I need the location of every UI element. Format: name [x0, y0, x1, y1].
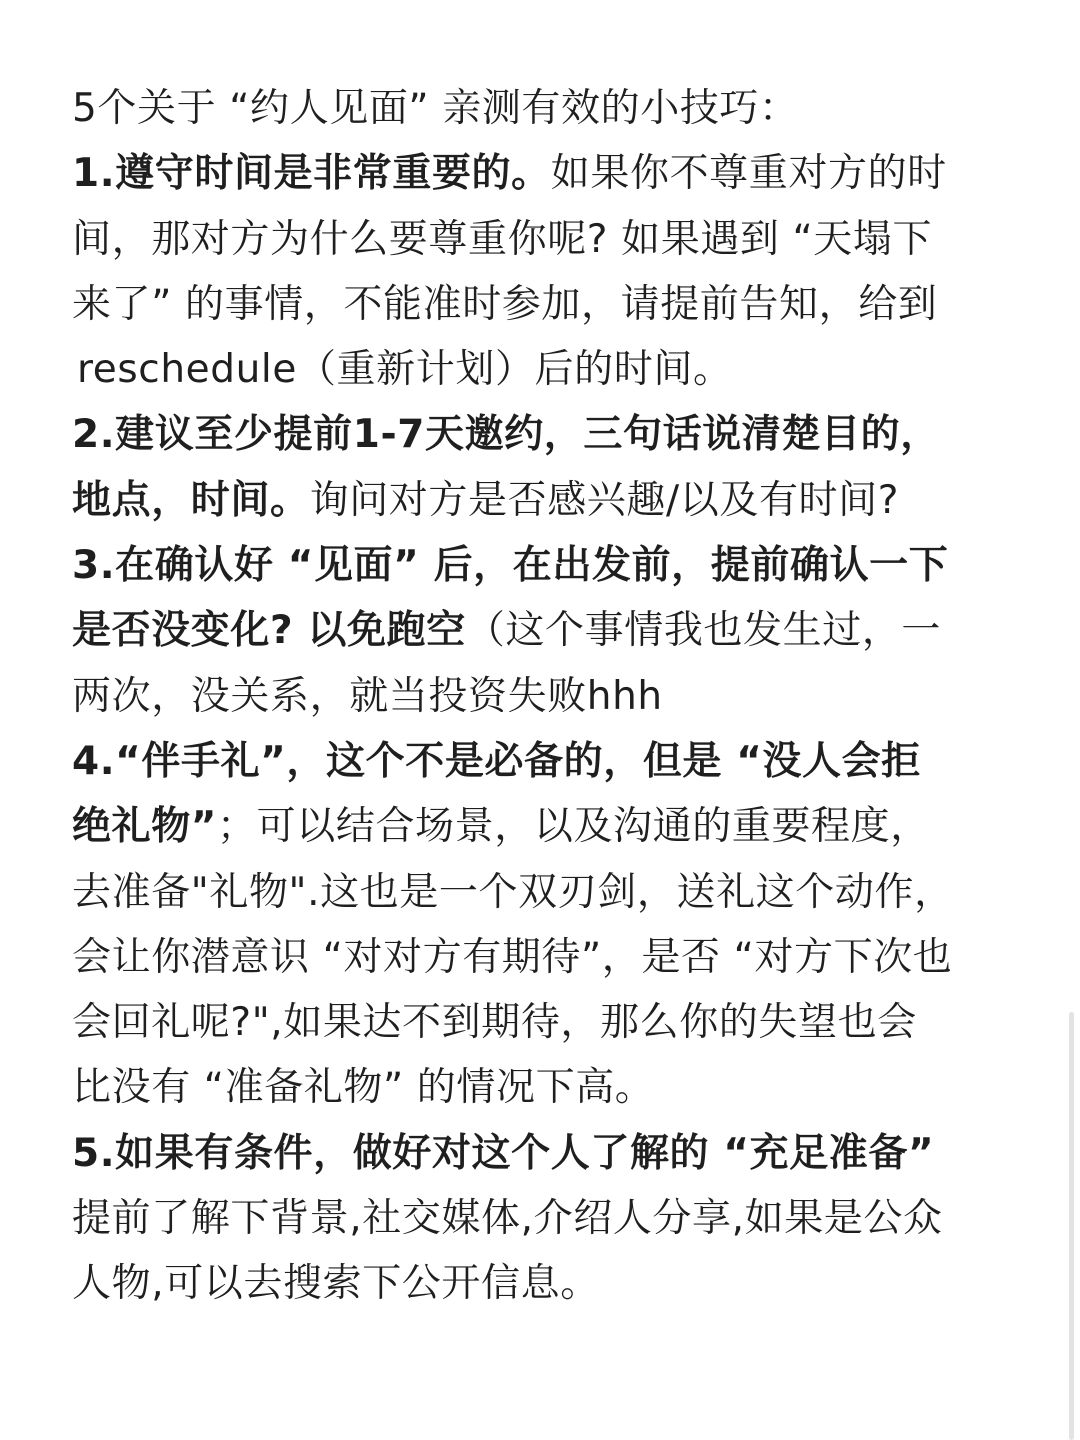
line-6	[72, 402, 1007, 467]
body-text: reschedule（重新计划）后的时间。	[77, 347, 733, 393]
vertical-scrollbar[interactable]	[1069, 1012, 1074, 1440]
tip-3-headline-cont: 是否没变化? 以免跑空	[72, 608, 466, 654]
line-10	[72, 664, 1007, 729]
tip-5-headline: 5.如果有条件，做好对这个人了解的 “充足准备”	[72, 1130, 935, 1176]
body-text: 人物,可以去搜索下公开信息。	[72, 1261, 600, 1307]
line-9	[72, 598, 1007, 663]
line-16	[72, 1055, 1007, 1120]
line-2	[72, 141, 1007, 206]
body-text: 如果你不尊重对方的时	[550, 151, 947, 197]
tip-4-headline: 4.“伴手礼”，这个不是必备的，但是 “没人会拒	[72, 738, 921, 784]
body-text: （这个事情我也发生过，一	[465, 608, 942, 654]
line-18	[72, 1186, 1007, 1251]
body-text: 比没有 “准备礼物” 的情况下高。	[72, 1065, 655, 1111]
line-15	[72, 990, 1007, 1055]
line-5	[72, 337, 1007, 402]
line-7	[72, 468, 1007, 533]
line-13	[72, 860, 1007, 925]
body-text: 间，那对方为什么要尊重你呢? 如果遇到 “天塌下	[72, 216, 933, 262]
note-body	[72, 76, 1007, 1317]
body-text: 会让你潜意识 “对对方有期待”，是否 “对方下次也	[72, 934, 953, 980]
tip-2-headline-cont: 地点，时间。	[72, 477, 310, 523]
line-1	[72, 76, 1007, 141]
body-text: 去准备"礼物".这也是一个双刃剑，送礼这个动作，	[72, 869, 954, 915]
body-text: 会回礼呢?",如果达不到期待，那么你的失望也会	[72, 1000, 917, 1046]
tip-3-headline: 3.在确认好 “见面” 后，在出发前，提前确认一下	[72, 543, 949, 589]
line-11	[72, 729, 1007, 794]
body-text: 两次，没关系，就当投资失败hhh	[72, 673, 663, 719]
line-14	[72, 925, 1007, 990]
tip-2-headline: 2.建议至少提前1-7天邀约，三句话说清楚目的，	[72, 412, 940, 458]
tip-1-headline: 1.遵守时间是非常重要的。	[72, 151, 551, 197]
line-4	[72, 272, 1007, 337]
tip-4-headline-cont: 绝礼物”	[72, 804, 218, 850]
line-17	[72, 1121, 1007, 1186]
line-19	[72, 1251, 1007, 1316]
line-3	[72, 207, 1007, 272]
line-12	[72, 794, 1007, 859]
body-text: 提前了解下背景,社交媒体,介绍人分享,如果是公众	[72, 1196, 943, 1242]
line-8	[72, 533, 1007, 598]
body-text: 来了” 的事情，不能准时参加，请提前告知，给到	[72, 281, 938, 327]
body-text: ；可以结合场景，以及沟通的重要程度，	[217, 804, 930, 850]
heading-text: 5个关于 “约人见面” 亲测有效的小技巧：	[72, 86, 799, 131]
body-text: 询问对方是否感兴趣/以及有时间?	[309, 477, 900, 523]
